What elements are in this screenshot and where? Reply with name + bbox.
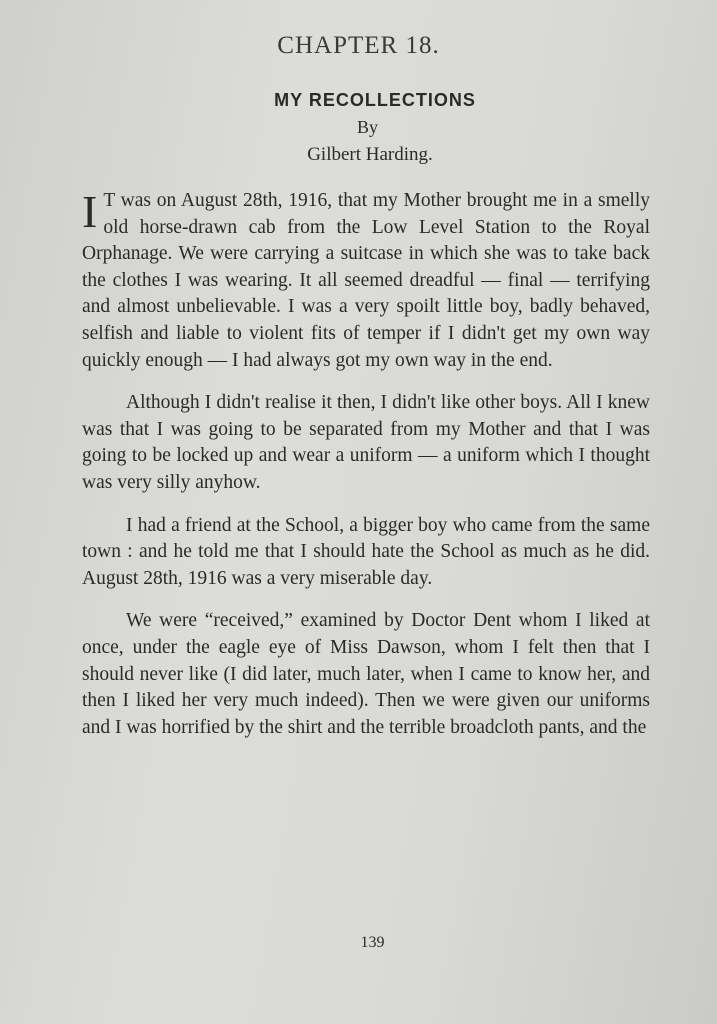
paragraph-3: I had a friend at the School, a bigger boy who came from the same town : and he told me that I should hate the School as much as he did. August 28th, 1916 was a very miserable day. — [82, 514, 650, 589]
chapter-title: MY RECOLLECTIONS — [274, 90, 476, 110]
chapter-heading: CHAPTER 18. — [277, 32, 440, 59]
byline-label: By — [356, 117, 378, 137]
paragraph-1-text: T was on August 28th, 1916, that my Mother brought me in a smelly old horse-drawn cab from the Low Level Station to the Royal Orphanage. We were carrying a suitcase in which she was to take back the clothes I was wearing. It all seemed dreadful — final — terrifying and almost unbelievable. I was a very spoilt little boy, badly behaved, selfish and liable to violent fits of temper if I didn't get my own way quickly enough — I had always got my own way in the end. — [82, 190, 650, 371]
author-name: Gilbert Harding. — [307, 144, 433, 165]
body-text — [82, 188, 650, 757]
paragraph-2: Although I didn't realise it then, I didn't like other boys. All I knew was that I was going to be separated from my Mother and that I was going to be locked up and wear a uniform — a uniform which I thought was very silly anyhow. — [82, 392, 650, 493]
paragraph-4: We were “received,” examined by Doctor Dent whom I liked at once, under the eagle eye of Miss Dawson, whom I felt then that I should never like (I did later, much later, when I came to know her, and then I liked her very much indeed). Then we were given our uniforms and I was horrified by the shirt and the terrible broadcloth pants, and the — [82, 610, 650, 738]
paragraph-1 — [82, 188, 650, 374]
page-number: 139 — [360, 934, 385, 951]
drop-cap: I — [82, 186, 98, 237]
